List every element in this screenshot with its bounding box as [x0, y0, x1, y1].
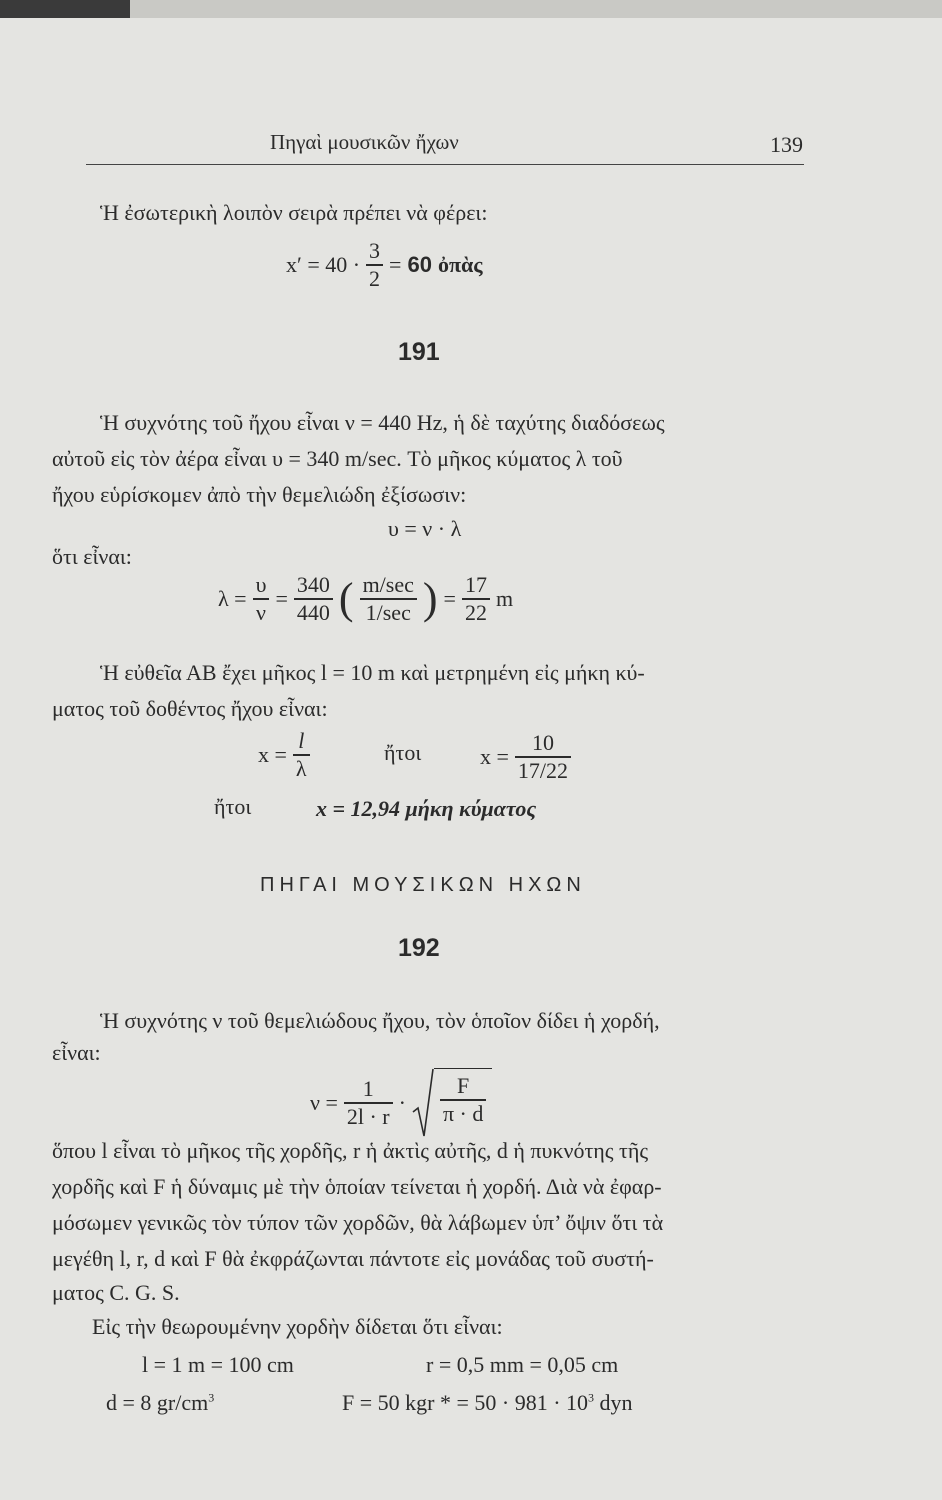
left-paren: (: [338, 574, 354, 624]
scan-top-shadow: [0, 0, 130, 18]
equation-x: [258, 728, 310, 782]
frac-denominator: π · d: [442, 1100, 484, 1126]
eq-sign: =: [275, 586, 288, 612]
paragraph-line: ματος τοῦ δοθέντος ἤχου εἶναι:: [52, 696, 328, 721]
fraction-10-17-22: [515, 730, 571, 784]
frac-denominator: 1/sec: [365, 599, 411, 625]
paragraph-line: Ἡ εὐθεῖα ΑΒ ἔχει μῆκος l = 10 m καὶ μετρημένη εἰς μήκη κύ-: [100, 660, 645, 685]
nu-eq: ν =: [310, 1090, 338, 1115]
frac-denominator: 440: [296, 599, 330, 625]
frac-numerator: F: [457, 1073, 470, 1098]
right-paren: ): [422, 574, 438, 624]
frac-denominator: ν: [256, 599, 266, 625]
paragraph-line: εἶναι:: [52, 1040, 101, 1065]
paragraph-line: Εἰς τὴν θεωρουμένην χορδὴν δίδεται ὅτι εἶναι:: [92, 1314, 503, 1339]
x-eq: x =: [480, 744, 509, 770]
lambda-eq: λ =: [218, 586, 247, 612]
given-radius: r = 0,5 mm = 0,05 cm: [426, 1352, 619, 1377]
force-unit: dyn: [594, 1390, 633, 1415]
paragraph-line: αὐτοῦ εἰς τὸν ἀέρα εἶναι υ = 340 m/sec. Τὸ μῆκος κύματος λ τοῦ: [52, 446, 623, 471]
paragraph-line: ὅτι εἶναι:: [52, 544, 132, 569]
formula-fundamental: υ = ν · λ: [388, 516, 462, 541]
eq-lhs: x′ = 40 ·: [286, 252, 361, 278]
fraction-l-lambda: [293, 728, 310, 782]
equation-x-numeric: [480, 730, 571, 784]
fraction-units: [360, 572, 417, 626]
paragraph-line: μόσωμεν γενικῶς τὸν τύπον τῶν χορδῶν, θὰ λάβωμεν ὑπ’ ὄψιν ὅτι τὰ: [52, 1210, 664, 1235]
equation-frequency: [310, 1068, 492, 1138]
equation-holes: [286, 238, 483, 292]
paragraph-line: μεγέθη l, r, d καὶ F θὰ ἐκφράζωνται πάντοτε εἰς μονάδας τοῦ συστή-: [52, 1246, 654, 1271]
force-value: F = 50 kgr * = 50 · 981 · 10: [342, 1390, 589, 1415]
paragraph-line: Ἡ ἐσωτερικὴ λοιπὸν σειρὰ πρέπει νὰ φέρει:: [100, 200, 488, 225]
density-exponent: 3: [208, 1390, 215, 1405]
frac-denominator: λ: [295, 755, 307, 781]
frac-numerator: l: [298, 728, 305, 753]
given-force: [342, 1390, 633, 1416]
given-density: [106, 1390, 214, 1416]
paragraph-line: ματος C. G. S.: [52, 1280, 180, 1305]
fraction-1-2lr: [344, 1076, 393, 1130]
page-number: 139: [770, 132, 803, 157]
problem-number-191: 191: [398, 338, 440, 366]
unit-m: m: [495, 586, 514, 612]
paragraph-line: χορδῆς καὶ F ἡ δύναμις μὲ τὴν ὁποίαν τείνεται ἡ χορδή. Διὰ νὰ ἐφαρ-: [52, 1174, 662, 1199]
fraction-3-2: [366, 238, 383, 292]
force-exponent: 3: [588, 1390, 595, 1405]
eq-result-word: ὀπὰς: [437, 252, 483, 278]
frac-denominator: 2: [369, 265, 381, 291]
frac-denominator: 2l · r: [346, 1103, 390, 1129]
fraction-F-pid: [440, 1073, 486, 1127]
paragraph-line: Ἡ συχνότης ν τοῦ θεμελιώδους ἤχου, τὸν ὁποῖον δίδει ἡ χορδή,: [100, 1008, 660, 1033]
word-itoi: ἤτοι: [384, 740, 422, 765]
frac-denominator: 22: [464, 599, 487, 625]
fraction-340-440: [294, 572, 333, 626]
square-root: [412, 1068, 492, 1138]
density-value: d = 8 gr/cm: [106, 1390, 209, 1415]
section-heading: ΠΗΓΑΙ ΜΟΥΣΙΚΩΝ ΗΧΩΝ: [260, 874, 586, 896]
equation-wavelength: [218, 572, 513, 626]
fraction-17-22: [462, 572, 490, 626]
given-length: l = 1 m = 100 cm: [142, 1352, 294, 1377]
header-rule: [86, 164, 804, 165]
paragraph-line: Ἡ συχνότης τοῦ ἤχου εἶναι ν = 440 Hz, ἡ δὲ ταχύτης διαδόσεως: [100, 410, 665, 435]
frac-numerator: 1: [362, 1075, 374, 1101]
eq-result: 60: [407, 252, 432, 278]
frac-numerator: m/sec: [362, 572, 414, 597]
x-eq: x =: [258, 742, 287, 768]
frac-numerator: 10: [531, 730, 554, 755]
running-header-title: Πηγαὶ μουσικῶν ἤχων: [270, 130, 459, 154]
frac-numerator: 3: [369, 238, 381, 263]
radical-sign: [412, 1068, 434, 1138]
frac-denominator: 17/22: [517, 757, 569, 783]
paragraph-line: ὅπου l εἶναι τὸ μῆκος τῆς χορδῆς, r ἡ ἀκτὶς αὐτῆς, d ἡ πυκνότης τῆς: [52, 1138, 649, 1163]
frac-numerator: 17: [464, 572, 487, 597]
book-page: [0, 18, 942, 1500]
frac-numerator: υ: [255, 572, 267, 597]
eq-sign: =: [389, 252, 402, 278]
fraction-u-nu: [253, 572, 270, 626]
multiply-dot: ·: [398, 1090, 406, 1115]
problem-number-192: 192: [398, 934, 440, 962]
scan-top-border: [0, 0, 942, 18]
paragraph-line: ἤχου εὑρίσκομεν ἀπὸ τὴν θεμελιώδη ἐξίσωσιν:: [52, 482, 467, 507]
eq-sign: =: [443, 586, 456, 612]
word-itoi: ἤτοι: [214, 794, 252, 819]
radicand: [434, 1068, 492, 1138]
frac-numerator: 340: [296, 572, 330, 597]
result-wavelengths: x = 12,94 μήκη κύματος: [316, 796, 537, 821]
